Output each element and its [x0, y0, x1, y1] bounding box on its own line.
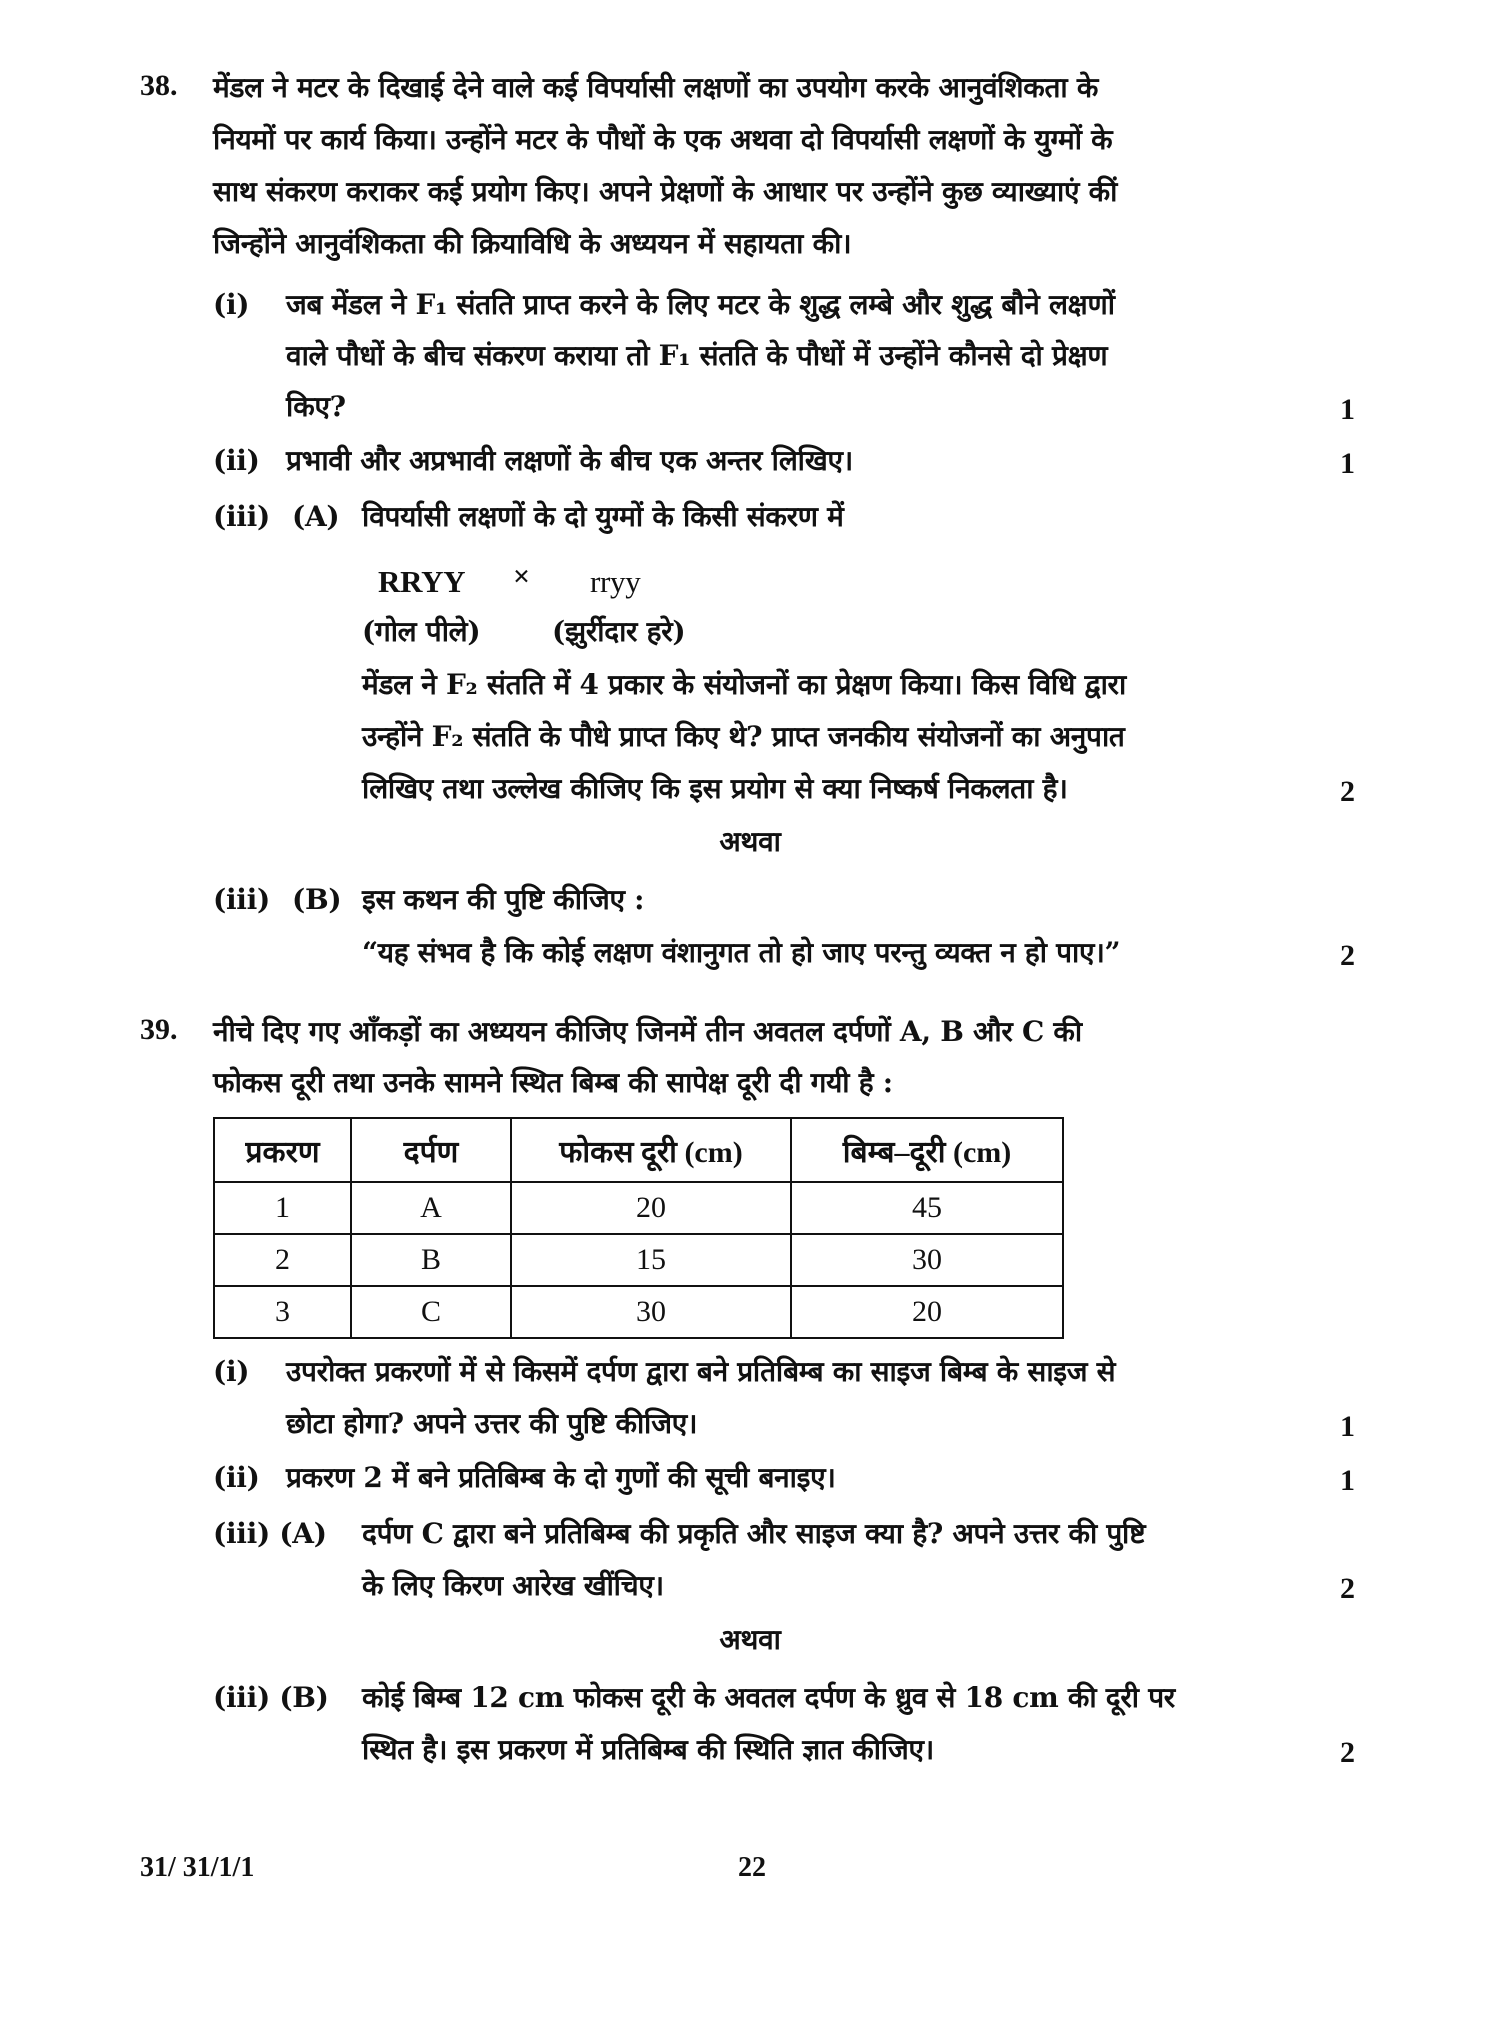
q38-ii-text: प्रभावी और अप्रभावी लक्षणों के बीच एक अन्तर लिखिए। [286, 444, 853, 477]
q39-i-label: (i) [213, 1355, 250, 1388]
cross-left-genotype: RRYY [378, 564, 466, 599]
q39-iiiB-line-1: कोई बिम्ब 12 cm फोकस दूरी के अवतल दर्पण के ध्रुव से 18 cm की दूरी पर [362, 1681, 1175, 1714]
q38-iiiB-quote: “यह संभव है कि कोई लक्षण वंशानुगत तो हो जाए परन्तु व्यक्त न हो पाए।” [362, 936, 1121, 969]
table-header-row [214, 1118, 1063, 1182]
table-header-cell: दर्पण [351, 1118, 511, 1182]
q38-i-line-1: जब मेंडल ने F₁ संतति प्राप्त करने के लिए मटर के शुद्ध लम्बे और शुद्ध बौने लक्षणों [286, 288, 1115, 321]
q38-iiiB-marks: 2 [1340, 939, 1355, 972]
q39-iiiA-marks: 2 [1340, 1572, 1355, 1605]
q39-iiiA-label: (iii) (A) [213, 1517, 327, 1550]
q39-iiiB-marks: 2 [1340, 1736, 1355, 1769]
question-38-number: 38. [140, 69, 178, 102]
table-cell: A [351, 1182, 511, 1234]
question-39-number: 39. [140, 1013, 178, 1046]
q38-i-label: (i) [213, 288, 250, 321]
q39-iiiB-line-2: स्थित है। इस प्रकरण में प्रतिबिम्ब की स्थिति ज्ञात कीजिए। [362, 1733, 934, 1766]
cross-left-description: (गोल पीले) [362, 615, 481, 648]
table-cell: 30 [511, 1286, 791, 1338]
q38-iiiA-marks: 2 [1340, 775, 1355, 808]
table-cell: 20 [511, 1182, 791, 1234]
q38-intro-line-1: मेंडल ने मटर के दिखाई देने वाले कई विपर्यासी लक्षणों का उपयोग करके आनुवंशिकता के [213, 71, 1099, 104]
paper-code: 31/ 31/1/1 [140, 1852, 255, 1883]
table-cell: 3 [214, 1286, 351, 1338]
q39-ii-text: प्रकरण 2 में बने प्रतिबिम्ब के दो गुणों की सूची बनाइए। [286, 1461, 836, 1494]
q39-iiiA-line-2: के लिए किरण आरेख खींचिए। [362, 1569, 664, 1602]
table-row [214, 1234, 1063, 1286]
table-cell: 15 [511, 1234, 791, 1286]
q39-iiiA-line-1: दर्पण C द्वारा बने प्रतिबिम्ब की प्रकृति और साइज क्या है? अपने उत्तर की पुष्टि [362, 1517, 1146, 1550]
q39-or-separator: अथवा [719, 1623, 781, 1656]
mirror-data-table [213, 1117, 1064, 1339]
table-cell: 20 [791, 1286, 1063, 1338]
q39-i-line-2: छोटा होगा? अपने उत्तर की पुष्टि कीजिए। [286, 1407, 698, 1440]
table-cell: 1 [214, 1182, 351, 1234]
q39-ii-label: (ii) [213, 1461, 260, 1494]
cross-sign: × [513, 560, 530, 593]
q38-iiiA-line-2: उन्होंने F₂ संतति के पौधे प्राप्त किए थे? प्राप्त जनकीय संयोजनों का अनुपात [362, 720, 1125, 753]
table-row [214, 1286, 1063, 1338]
page-number: 22 [738, 1852, 766, 1883]
q38-intro-line-4: जिन्होंने आनुवंशिकता की क्रियाविधि के अध्ययन में सहायता की। [213, 227, 852, 260]
cross-right-genotype: rryy [590, 564, 641, 599]
q38-intro-line-2: नियमों पर कार्य किया। उन्होंने मटर के पौधों के एक अथवा दो विपर्यासी लक्षणों के युग्मों के [213, 123, 1113, 156]
q39-i-marks: 1 [1340, 1410, 1355, 1443]
q38-iiiA-line-1: मेंडल ने F₂ संतति में 4 प्रकार के संयोजनों का प्रेक्षण किया। किस विधि द्वारा [362, 668, 1126, 701]
q38-iiiA-sub: (A) [292, 500, 340, 533]
q38-iiiA-text: विपर्यासी लक्षणों के दो युग्मों के किसी संकरण में [362, 500, 844, 533]
q38-i-marks: 1 [1340, 393, 1355, 426]
table-cell: 30 [791, 1234, 1063, 1286]
q38-iiiA-line-3: लिखिए तथा उल्लेख कीजिए कि इस प्रयोग से क्या निष्कर्ष निकलता है। [362, 772, 1068, 805]
q38-or-separator: अथवा [719, 825, 781, 858]
q39-ii-marks: 1 [1340, 1464, 1355, 1497]
cross-right-description: (झुर्रीदार हरे) [552, 615, 686, 648]
q38-iiiB-label: (iii) [213, 883, 270, 916]
q39-iiiB-label: (iii) (B) [213, 1681, 329, 1714]
q39-intro-line-1: नीचे दिए गए आँकड़ों का अध्ययन कीजिए जिनमें तीन अवतल दर्पणों A, B और C की [213, 1015, 1082, 1048]
table-cell: B [351, 1234, 511, 1286]
q39-intro-line-2: फोकस दूरी तथा उनके सामने स्थित बिम्ब की सापेक्ष दूरी दी गयी है : [213, 1066, 893, 1099]
table-row [214, 1182, 1063, 1234]
table-cell: 45 [791, 1182, 1063, 1234]
q39-i-line-1: उपरोक्त प्रकरणों में से किसमें दर्पण द्वारा बने प्रतिबिम्ब का साइज बिम्ब के साइज से [286, 1355, 1116, 1388]
q38-ii-label: (ii) [213, 444, 260, 477]
table-header-cell: फोकस दूरी (cm) [511, 1118, 791, 1182]
q38-iiiA-label: (iii) [213, 500, 270, 533]
table-cell: 2 [214, 1234, 351, 1286]
q38-intro-line-3: साथ संकरण कराकर कई प्रयोग किए। अपने प्रेक्षणों के आधार पर उन्होंने कुछ व्याख्याएं कीं [213, 175, 1118, 208]
q38-iiiB-text: इस कथन की पुष्टि कीजिए : [362, 883, 645, 916]
q38-ii-marks: 1 [1340, 447, 1355, 480]
q38-iiiB-sub: (B) [292, 883, 342, 916]
table-cell: C [351, 1286, 511, 1338]
q38-i-line-3: किए? [286, 390, 346, 423]
table-header-cell: प्रकरण [214, 1118, 351, 1182]
table-header-cell: बिम्ब–दूरी (cm) [791, 1118, 1063, 1182]
q38-i-line-2: वाले पौधों के बीच संकरण कराया तो F₁ संतति के पौधों में उन्होंने कौनसे दो प्रेक्षण [286, 339, 1108, 372]
